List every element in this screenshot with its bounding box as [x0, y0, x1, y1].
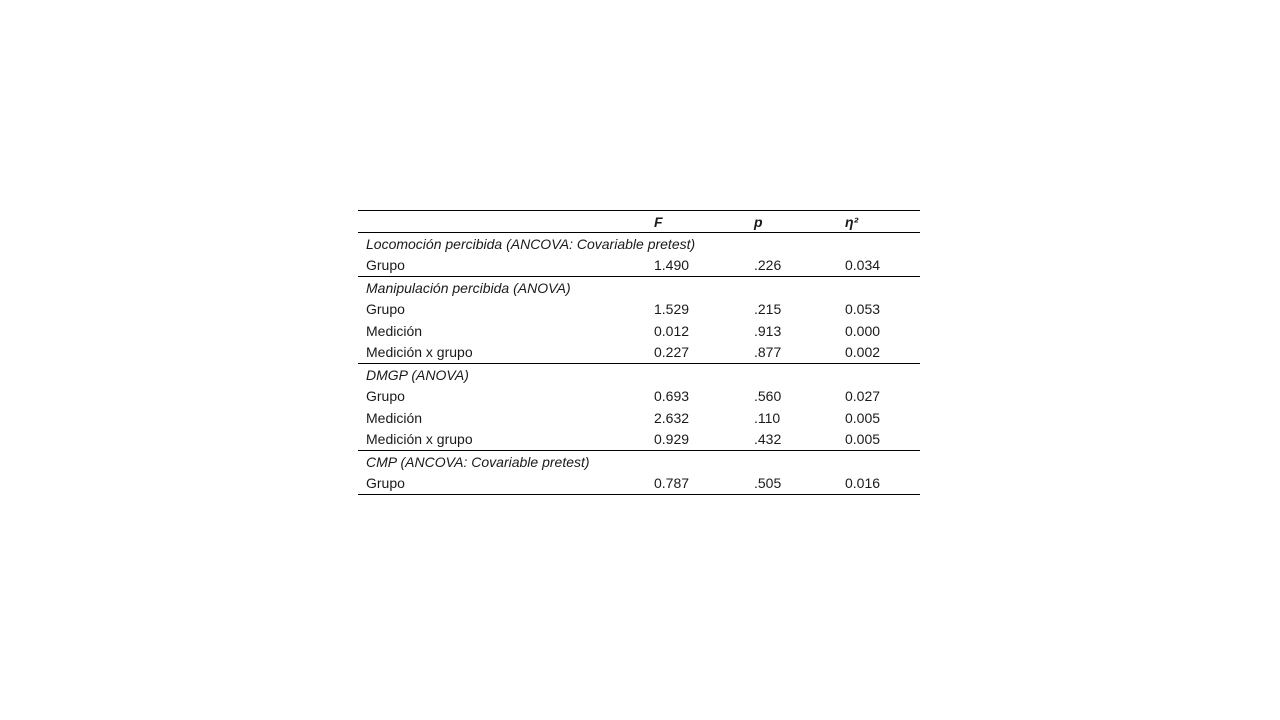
- table-row: [358, 386, 920, 408]
- cell-p: .505: [754, 473, 845, 495]
- cell-f: 0.929: [654, 429, 754, 451]
- table-row: [358, 299, 920, 321]
- row-label: Grupo: [366, 388, 405, 405]
- row-label: Grupo: [366, 301, 405, 318]
- header-f: F: [654, 211, 754, 233]
- row-label: Medición: [366, 322, 423, 339]
- table-row: [358, 342, 920, 364]
- group-locomocion: [358, 233, 920, 277]
- cell-eta: 0.000: [845, 322, 881, 339]
- section-title: CMP (ANCOVA: Covariable pretest): [366, 453, 590, 470]
- row-label: Medición x grupo: [358, 429, 654, 451]
- cell-p: .110: [754, 409, 781, 426]
- section-title: Locomoción percibida (ANCOVA: Covariable pretest): [366, 235, 696, 252]
- table-row: [358, 407, 920, 429]
- cell-p: .877: [754, 342, 845, 364]
- cell-f: 0.787: [654, 473, 754, 495]
- cell-eta: 0.027: [845, 388, 881, 405]
- cell-eta: 0.016: [845, 473, 920, 495]
- cell-eta: 0.005: [845, 429, 920, 451]
- results-table: [358, 210, 920, 495]
- cell-f: 2.632: [654, 409, 690, 426]
- cell-eta: 0.053: [845, 301, 881, 318]
- row-label: Medición: [366, 409, 423, 426]
- header-row: [358, 211, 920, 233]
- section-header: [358, 233, 920, 255]
- row-label: Grupo: [358, 255, 654, 277]
- cell-f: 1.529: [654, 301, 690, 318]
- row-label: Grupo: [358, 473, 654, 495]
- header-p: p: [754, 211, 845, 233]
- table-row: [358, 473, 920, 495]
- cell-p: .215: [754, 301, 782, 318]
- cell-eta: 0.002: [845, 342, 920, 364]
- group-dmgp: [358, 364, 920, 451]
- table-row: [358, 320, 920, 342]
- cell-p: .432: [754, 429, 845, 451]
- group-manipulacion: [358, 277, 920, 364]
- cell-f: 1.490: [654, 255, 754, 277]
- table-row: [358, 429, 920, 451]
- cell-f: 0.227: [654, 342, 754, 364]
- cell-f: 0.693: [654, 388, 690, 405]
- header-eta: η²: [845, 211, 920, 233]
- group-cmp: [358, 451, 920, 495]
- section-header: [358, 364, 920, 386]
- cell-eta: 0.005: [845, 409, 881, 426]
- table-row: [358, 255, 920, 277]
- header-label: [358, 211, 654, 233]
- cell-p: .226: [754, 255, 845, 277]
- cell-p: .913: [754, 322, 782, 339]
- section-title: DMGP (ANOVA): [366, 366, 469, 383]
- section-title: Manipulación percibida (ANOVA): [366, 279, 571, 296]
- row-label: Medición x grupo: [358, 342, 654, 364]
- cell-p: .560: [754, 388, 782, 405]
- cell-f: 0.012: [654, 322, 690, 339]
- cell-eta: 0.034: [845, 255, 920, 277]
- table-header: [358, 211, 920, 233]
- section-header: [358, 451, 920, 473]
- section-header: [358, 277, 920, 299]
